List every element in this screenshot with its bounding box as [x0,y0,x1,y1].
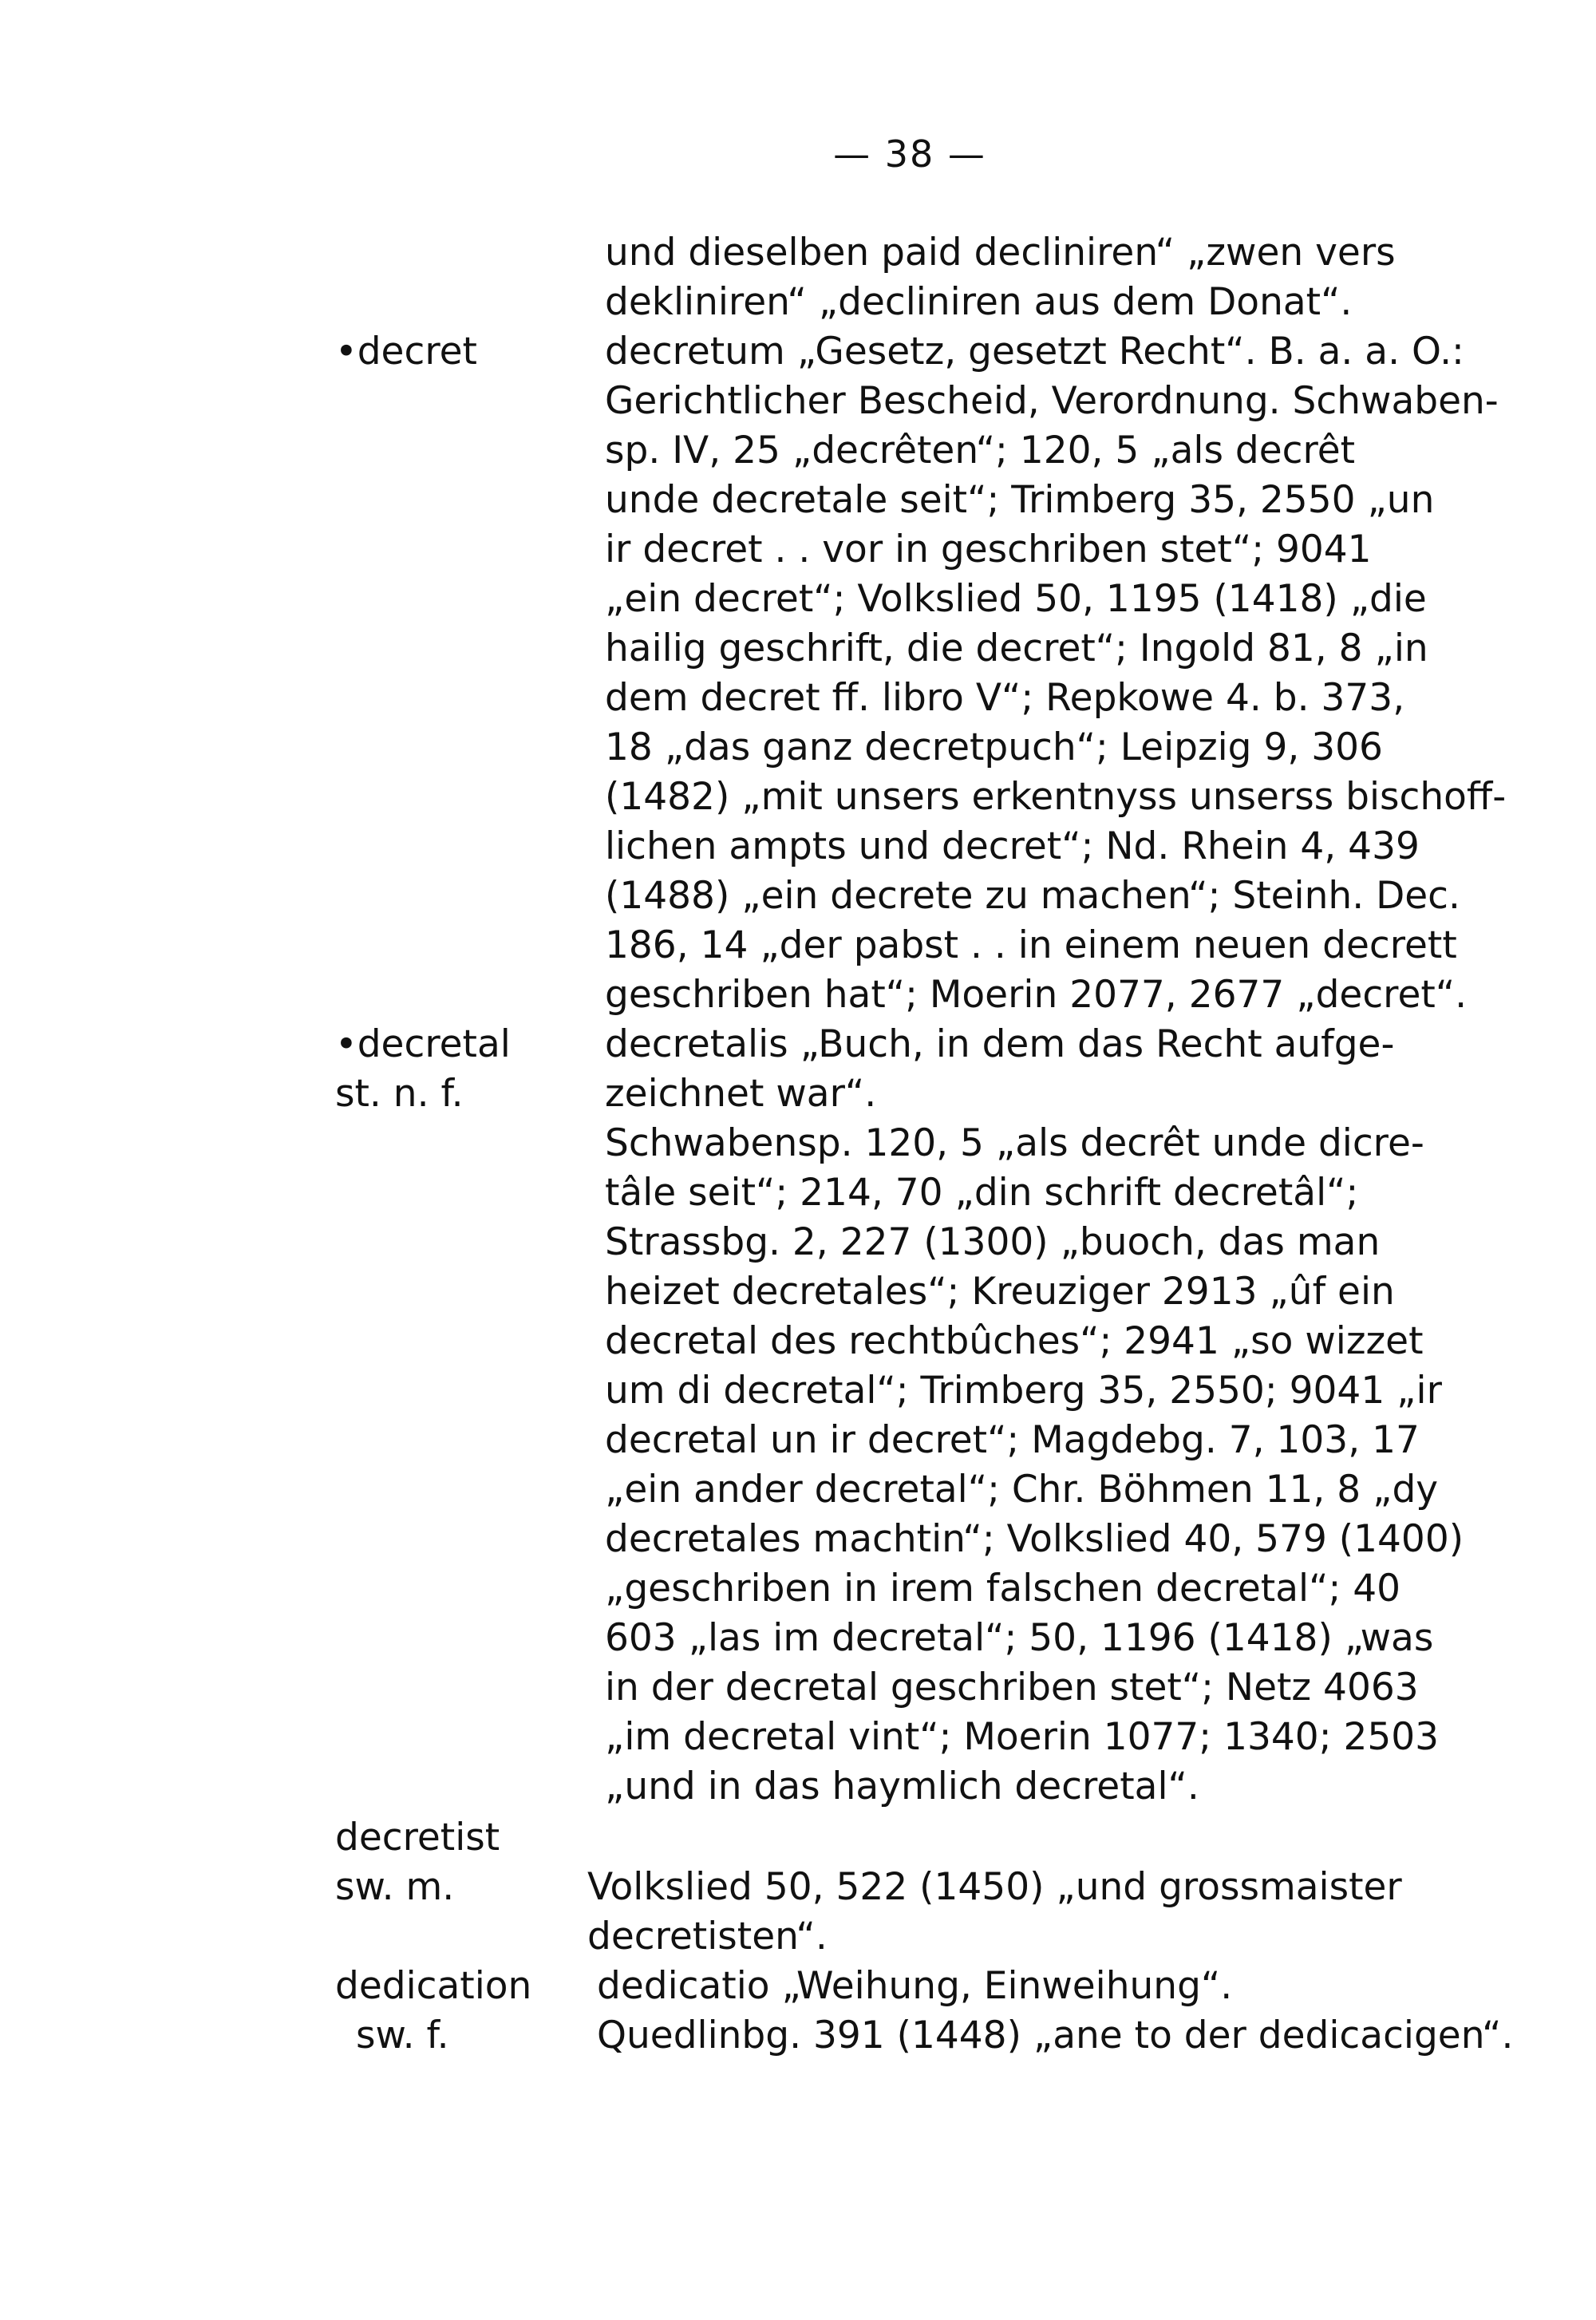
entry-line: in der decretal geschriben stet“; Netz 4063 [605,1666,1419,1709]
entry-line: decretal des rechtbûches“; 2941 „so wizzet [605,1319,1424,1363]
entry-line: „geschriben in irem falschen decretal“; 40 [605,1567,1401,1611]
entry-line: decretisten“. [587,1915,828,1958]
entry-line: sp. IV, 25 „decrêten“; 120, 5 „als decrêt [605,429,1356,472]
entry-line: um di decretal“; Trimberg 35, 2550; 9041 „ir [605,1369,1442,1413]
entry-line: „ein ander decretal“; Chr. Böhmen 11, 8 „dy [605,1468,1439,1512]
entry-line: (1488) „ein decrete zu machen“; Steinh. Dec. [605,874,1460,918]
entry-line: decretum „Gesetz, gesetzt Recht“. B. a. a. O.: [605,330,1464,373]
entry-headword: dedication [335,1964,532,2008]
entry-headword: •decretal [335,1022,511,1066]
entry-line: und dieselben paid decliniren“ „zwen vers [605,231,1396,275]
entry-line: dedicatio „Weihung, Einweihung“. [597,1964,1233,2008]
entry-line: decretal un ir decret“; Magdebg. 7, 103, 17 [605,1418,1420,1462]
entry-line: 186, 14 „der pabst . . in einem neuen decrett [605,923,1457,967]
entry-line: „und in das haymlich decretal“. [605,1765,1199,1808]
entry-line: tâle seit“; 214, 70 „din schrift decretâl“; [605,1171,1359,1215]
entry-grammar: sw. m. [335,1865,455,1909]
entry-headword: decretist [335,1816,500,1860]
entry-line: Strassbg. 2, 227 (1300) „buoch, das man [605,1220,1381,1264]
page-number: — 38 — [833,132,986,176]
entry-grammar: st. n. f. [335,1072,464,1116]
entry-line: dem decret ff. libro V“; Repkowe 4. b. 373, [605,676,1405,720]
entry-headword: •decret [335,330,477,373]
entry-line: „ein decret“; Volkslied 50, 1195 (1418) „die [605,577,1427,621]
entry-line: lichen ampts und decret“; Nd. Rhein 4, 439 [605,824,1420,868]
entry-line: ir decret . . vor in geschriben stet“; 9041 [605,528,1372,571]
entry-grammar: sw. f. [356,2014,449,2057]
entry-line: unde decretale seit“; Trimberg 35, 2550 „un [605,478,1435,522]
entry-line: Gerichtlicher Bescheid, Verordnung. Schwaben- [605,379,1499,423]
entry-line: 18 „das ganz decretpuch“; Leipzig 9, 306 [605,725,1383,769]
entry-line: 603 „las im decretal“; 50, 1196 (1418) „was [605,1616,1434,1660]
entry-line: zeichnet war“. [605,1072,877,1116]
entry-line: (1482) „mit unsers erkentnyss unserss bischoff- [605,775,1507,819]
entry-line: decretales machtin“; Volkslied 40, 579 (1400) [605,1517,1464,1561]
entry-line: Schwabensp. 120, 5 „als decrêt unde dicre- [605,1121,1424,1165]
entry-line: Quedlinbg. 391 (1448) „ane to der dedicacigen“. [597,2014,1514,2057]
entry-line: heizet decretales“; Kreuziger 2913 „ûf ein [605,1270,1395,1314]
entry-line: Volkslied 50, 522 (1450) „und grossmaister [587,1865,1402,1909]
entry-line: geschriben hat“; Moerin 2077, 2677 „decret“. [605,973,1468,1017]
entry-line: dekliniren“ „decliniren aus dem Donat“. [605,280,1353,324]
entry-line: decretalis „Buch, in dem das Recht aufge- [605,1022,1395,1066]
entry-line: hailig geschrift, die decret“; Ingold 81, 8 „in [605,626,1428,670]
entry-line: „im decretal vint“; Moerin 1077; 1340; 2503 [605,1715,1440,1759]
